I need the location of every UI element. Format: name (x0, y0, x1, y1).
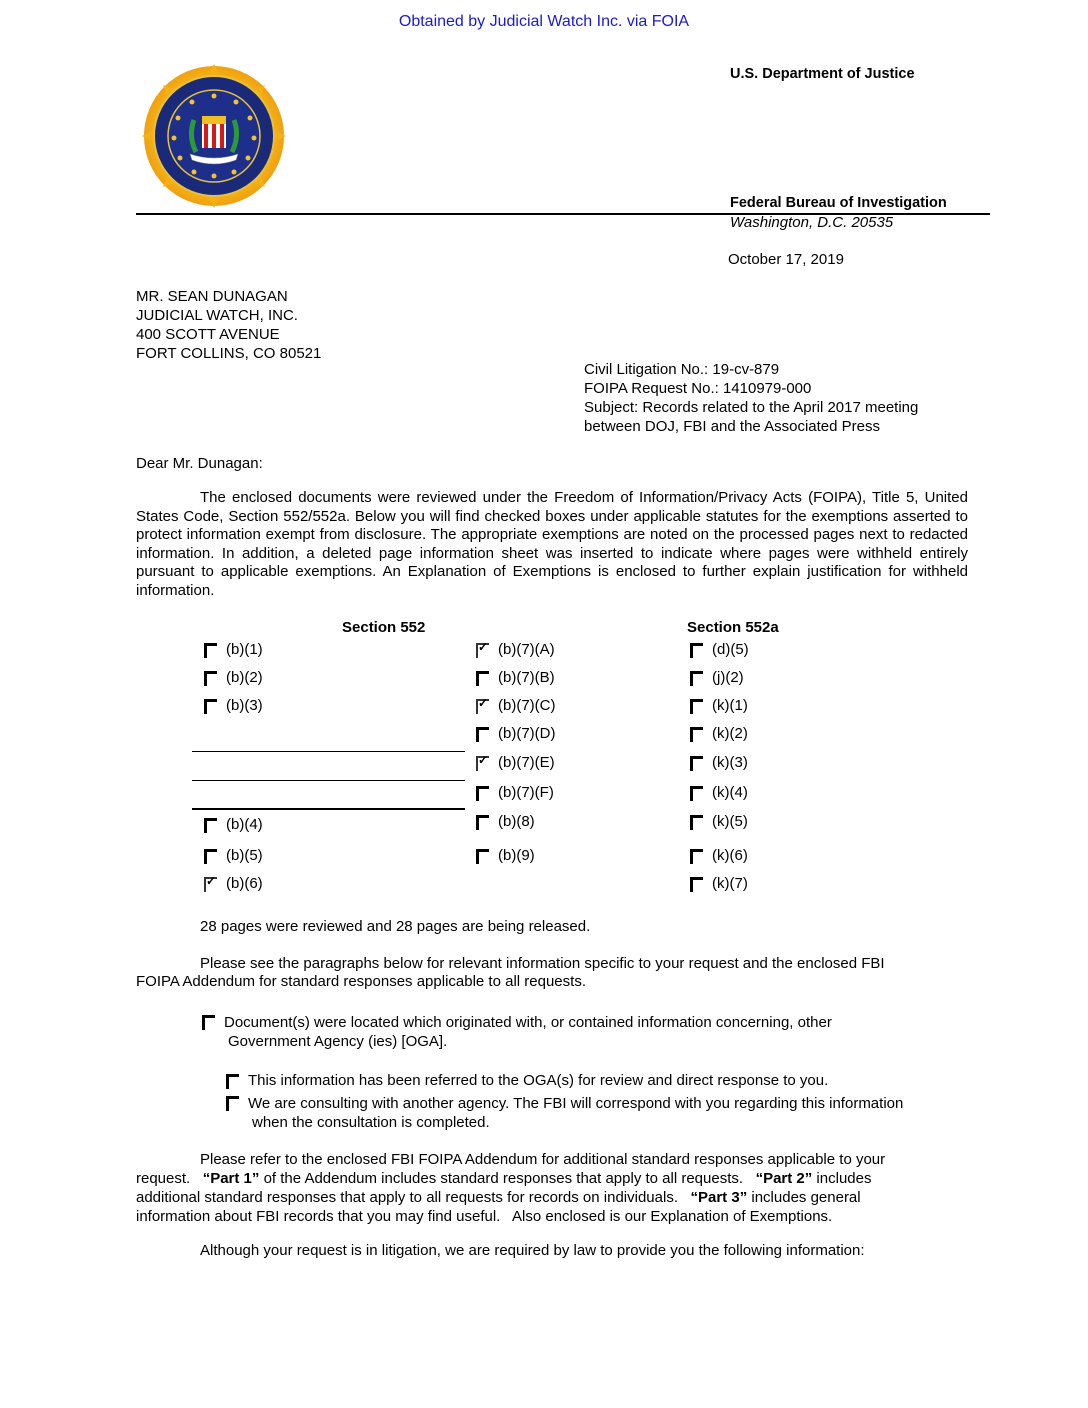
exemption-b9-checkbox[interactable] (476, 847, 535, 864)
exemption-j2-checkbox[interactable] (690, 669, 744, 686)
foia-watermark: Obtained by Judicial Watch Inc. via FOIA (398, 13, 690, 30)
part2-label: “Part 2” (755, 1170, 813, 1187)
exemption-b4-checkbox[interactable] (204, 816, 263, 833)
checkbox-icon (690, 671, 703, 684)
checkbox-icon (690, 699, 703, 712)
addendum-line1: Please refer to the enclosed FBI FOIPA Addendum for additional standard responses applicable to your (200, 1151, 886, 1168)
addendum-line3: additional standard responses that apply to all requests for records on individuals. “Part 3” includes general (136, 1189, 861, 1206)
checkbox-icon (476, 815, 489, 828)
subject-line: Subject: Records related to the April 2017 meeting (584, 399, 919, 416)
checkbox-icon (202, 1015, 215, 1028)
exemption-label: (b)(5) (226, 847, 263, 864)
exemption-label: (d)(5) (712, 641, 749, 658)
letter-date: October 17, 2019 (728, 251, 844, 268)
exemption-b7c-checkbox[interactable] (476, 697, 556, 714)
exemption-k4-checkbox[interactable] (690, 784, 748, 801)
bureau-name: Federal Bureau of Investigation (730, 195, 947, 211)
exemption-label: (b)(7)(D) (498, 725, 556, 742)
exemption-label: (b)(7)(F) (498, 784, 554, 801)
exemption-k2-checkbox[interactable] (690, 725, 748, 742)
oga-referred-text: This information has been referred to the OGA(s) for review and direct response to you. (248, 1072, 829, 1089)
blank-statute-line-3 (192, 808, 465, 810)
foipa-request-number: FOIPA Request No.: 1410979-000 (584, 380, 812, 397)
blank-statute-line-2 (192, 780, 465, 781)
exemption-b1-checkbox[interactable] (204, 641, 263, 658)
reference-block (584, 360, 918, 436)
exemption-k3-checkbox[interactable] (690, 754, 748, 771)
exemption-k1-checkbox[interactable] (690, 697, 748, 714)
exemption-b7d-checkbox[interactable] (476, 725, 556, 742)
exemption-label: (b)(6) (226, 875, 263, 892)
addendum-paragraph (136, 1150, 885, 1226)
exemption-label: (b)(1) (226, 641, 263, 658)
exemption-label: (b)(7)(A) (498, 641, 555, 658)
oga-consulting-text-continued: when the consultation is completed. (252, 1114, 490, 1131)
oga-main-text: Document(s) were located which originated with, or contained information concerning, other (224, 1014, 832, 1031)
exemption-label: (b)(8) (498, 813, 535, 830)
exemption-label: (k)(7) (712, 875, 748, 892)
checkbox-icon (204, 643, 217, 656)
exemption-d5-checkbox[interactable] (690, 641, 749, 658)
exemption-b5-checkbox[interactable] (204, 847, 263, 864)
oga-consulting-checkbox[interactable] (226, 1094, 903, 1132)
checkbox-icon (204, 849, 217, 862)
exemption-label: (k)(3) (712, 754, 748, 771)
addendum-line4: information about FBI records that you may find useful. Also enclosed is our Explanation of Exemptions. (136, 1208, 833, 1225)
checkbox-icon: ✓ (476, 699, 489, 712)
recipient-line: FORT COLLINS, CO 80521 (136, 345, 322, 362)
exemption-label: (b)(3) (226, 697, 263, 714)
bureau-location: Washington, D.C. 20535 (730, 214, 894, 231)
litigation-notice: Although your request is in litigation, we are required by law to provide you the following information: (200, 1242, 865, 1259)
checkbox-icon (690, 643, 703, 656)
civil-litigation-number: Civil Litigation No.: 19-cv-879 (584, 361, 780, 378)
exemption-b7e-checkbox[interactable] (476, 754, 555, 771)
exemption-label: (j)(2) (712, 669, 744, 686)
exemption-b3-checkbox[interactable] (204, 697, 263, 714)
exemption-label: (k)(2) (712, 725, 748, 742)
intro-paragraph-text: The enclosed documents were reviewed under the Freedom of Information/Privacy Acts (FOIPA), Title 5, United States Code, Section 552/552a. Below you will find checked boxes under applicable statutes for the exemptions asserted to protect information exempt from disclosure. The appropriate exemptions are noted on the processed pages next to redacted information. In addition, a deleted page information sheet was inserted to indicate where pages were withheld entirely pursuant to applicable exemptions. An Explanation of Exemptions is enclosed to further explain justification for withheld information. (136, 489, 968, 599)
section-552a-heading: Section 552a (687, 619, 779, 636)
oga-documents-checkbox[interactable] (202, 1013, 832, 1051)
exemption-label: (k)(5) (712, 813, 748, 830)
intro-paragraph (136, 489, 968, 600)
checkbox-icon (690, 849, 703, 862)
section-552-heading: Section 552 (342, 619, 426, 636)
exemption-label: (k)(6) (712, 847, 748, 864)
addendum-line2: request. “Part 1” of the Addendum includes standard responses that apply to all requests. “Part 2” includes (136, 1170, 872, 1187)
checkbox-icon (226, 1096, 239, 1109)
checkbox-icon (476, 849, 489, 862)
oga-main-text-continued: Government Agency (ies) [OGA]. (228, 1033, 448, 1050)
checkbox-icon (476, 671, 489, 684)
exemption-k7-checkbox[interactable] (690, 875, 748, 892)
checkbox-icon (226, 1074, 239, 1087)
checkbox-icon: ✓ (476, 756, 489, 769)
exemption-label: (b)(7)(C) (498, 697, 556, 714)
checkbox-icon (476, 727, 489, 740)
pages-summary: 28 pages were reviewed and 28 pages are being released. (200, 918, 591, 935)
exemption-label: (b)(7)(B) (498, 669, 555, 686)
department-name: U.S. Department of Justice (730, 66, 915, 82)
checkbox-icon: ✓ (476, 643, 489, 656)
exemption-label: (k)(4) (712, 784, 748, 801)
recipient-line: MR. SEAN DUNAGAN (136, 288, 288, 305)
exemption-b7b-checkbox[interactable] (476, 669, 555, 686)
checkbox-icon (690, 786, 703, 799)
checkbox-icon (690, 727, 703, 740)
exemption-label: (k)(1) (712, 697, 748, 714)
subject-line-continued: between DOJ, FBI and the Associated Press (584, 418, 880, 435)
exemption-k6-checkbox[interactable] (690, 847, 748, 864)
recipient-line: 400 SCOTT AVENUE (136, 326, 280, 343)
paragraph2-line2: FOIPA Addendum for standard responses applicable to all requests. (136, 973, 586, 990)
checkbox-icon (204, 699, 217, 712)
exemption-b6-checkbox[interactable] (204, 875, 263, 892)
exemption-label: (b)(7)(E) (498, 754, 555, 771)
exemption-b7f-checkbox[interactable] (476, 784, 554, 801)
fbi-seal-icon (140, 62, 288, 210)
oga-referred-checkbox[interactable] (226, 1072, 828, 1089)
checkbox-icon (204, 818, 217, 831)
checkbox-icon (476, 786, 489, 799)
paragraph2-line1: Please see the paragraphs below for relevant information specific to your request and the enclosed FBI (200, 955, 885, 972)
exemption-b8-checkbox[interactable] (476, 813, 535, 830)
blank-statute-line-1 (192, 751, 465, 752)
oga-consulting-text: We are consulting with another agency. The FBI will correspond with you regarding this information (248, 1095, 904, 1112)
exemption-k5-checkbox[interactable] (690, 813, 748, 830)
checkbox-icon: ✓ (204, 877, 217, 890)
checkbox-icon (690, 877, 703, 890)
checkbox-icon (204, 671, 217, 684)
exemption-label: (b)(9) (498, 847, 535, 864)
exemption-label: (b)(4) (226, 816, 263, 833)
exemption-b2-checkbox[interactable] (204, 669, 263, 686)
recipient-address (136, 287, 321, 363)
part3-label: “Part 3” (690, 1189, 748, 1206)
exemption-b7a-checkbox[interactable] (476, 641, 555, 658)
recipient-line: JUDICIAL WATCH, INC. (136, 307, 298, 324)
exemption-label: (b)(2) (226, 669, 263, 686)
checkbox-icon (690, 756, 703, 769)
checkbox-icon (690, 815, 703, 828)
salutation: Dear Mr. Dunagan: (136, 455, 263, 472)
part1-label: “Part 1” (202, 1170, 260, 1187)
